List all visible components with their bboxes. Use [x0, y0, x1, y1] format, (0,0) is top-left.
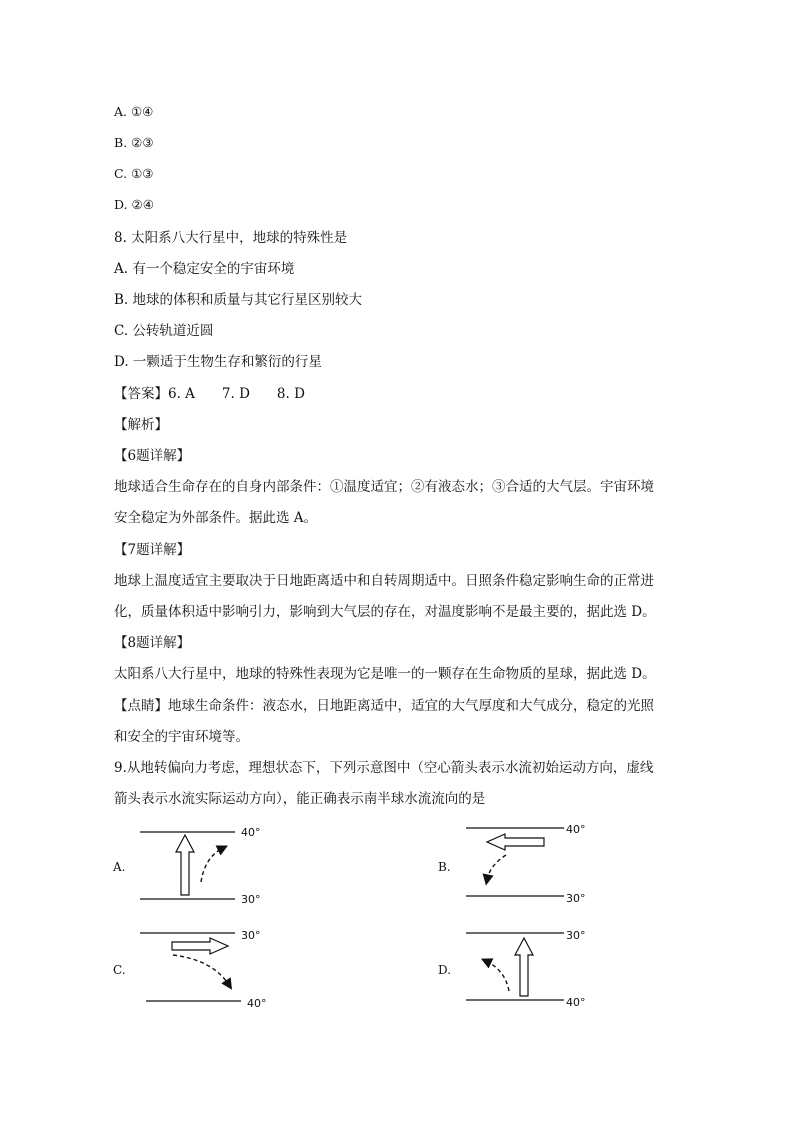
q7-option-c: C. ①③ — [114, 166, 154, 181]
q8-option-c: C. 公转轨道近圆 — [114, 323, 214, 339]
q6-detail-line-1: 地球适合生命存在的自身内部条件：①温度适宜；②有液态水；③合适的大气层。宇宙环境 — [114, 479, 654, 495]
diagram-d-letter: D. — [438, 963, 452, 977]
q6-detail-line-2: 安全稳定为外部条件。据此选 A。 — [114, 510, 318, 526]
diagram-d-top-label: 30° — [566, 929, 586, 942]
q8-option-d: D. 一颗适于生物生存和繁衍的行星 — [114, 354, 322, 370]
diagram-b-bottom-label: 30° — [566, 892, 586, 905]
q9-stem-line-2: 箭头表示水流实际运动方向），能正确表示南半球水流流向的是 — [114, 791, 486, 807]
diagram-c-top-label: 30° — [241, 929, 261, 942]
dashed-arrow-down — [487, 855, 506, 880]
q7-detail-line-2: 化，质量体积适中影响引力，影响到大气层的存在，对温度影响不是最主要的，据此选 D。 — [114, 604, 656, 620]
q8-option-a: A. 有一个稳定安全的宇宙环境 — [114, 261, 295, 277]
q7-detail-line-1: 地球上温度适宜主要取决于日地距离适中和自转周期适中。日照条件稳定影响生命的正常进 — [114, 573, 654, 589]
answer-line: 【答案】6. A 7. D 8. D — [114, 386, 305, 402]
q8-stem: 8. 太阳系八大行星中，地球的特殊性是 — [114, 230, 348, 246]
q8-option-b: B. 地球的体积和质量与其它行星区别较大 — [114, 292, 363, 308]
diagram-b — [460, 820, 610, 910]
diagram-c-letter: C. — [113, 963, 126, 977]
q8-detail-title: 【8题详解】 — [114, 635, 191, 651]
q7-option-b: B. ②③ — [114, 135, 154, 150]
diagram-c-bottom-label: 40° — [247, 997, 267, 1010]
hollow-arrow-north — [515, 938, 533, 996]
hollow-arrow-west — [487, 834, 544, 850]
q7-option-d: D. ②④ — [114, 197, 154, 212]
diagram-a — [135, 822, 285, 912]
diagram-a-bottom-label: 30° — [241, 893, 261, 906]
hollow-arrow-east — [172, 938, 228, 954]
diagram-d-bottom-label: 40° — [566, 996, 586, 1009]
analysis-title: 【解析】 — [114, 417, 168, 433]
q9-stem-line-1: 9.从地转偏向力考虑，理想状态下，下列示意图中（空心箭头表示水流初始运动方向，虚线 — [114, 760, 654, 776]
diagram-d — [460, 925, 610, 1015]
diagram-b-top-label: 40° — [566, 823, 586, 836]
diagram-a-top-label: 40° — [241, 826, 261, 839]
tip-line-1: 【点睛】地球生命条件：液态水，日地距离适中，适宜的大气厚度和大气成分，稳定的光照 — [114, 698, 654, 714]
tip-line-2: 和安全的宇宙环境等。 — [114, 729, 249, 745]
dashed-arrow-right — [201, 848, 223, 882]
dashed-arrow-left — [486, 961, 509, 991]
dashed-arrow-down — [173, 955, 229, 985]
diagram-b-letter: B. — [438, 860, 451, 874]
hollow-arrow-north — [176, 835, 194, 895]
q6-detail-title: 【6题详解】 — [114, 448, 191, 464]
q7-detail-title: 【7题详解】 — [114, 542, 191, 558]
diagram-a-letter: A. — [113, 860, 126, 874]
q8-detail-line-1: 太阳系八大行星中，地球的特殊性表现为它是唯一的一颗存在生命物质的星球，据此选 D。 — [114, 666, 656, 682]
q7-option-a: A. ①④ — [114, 104, 154, 119]
